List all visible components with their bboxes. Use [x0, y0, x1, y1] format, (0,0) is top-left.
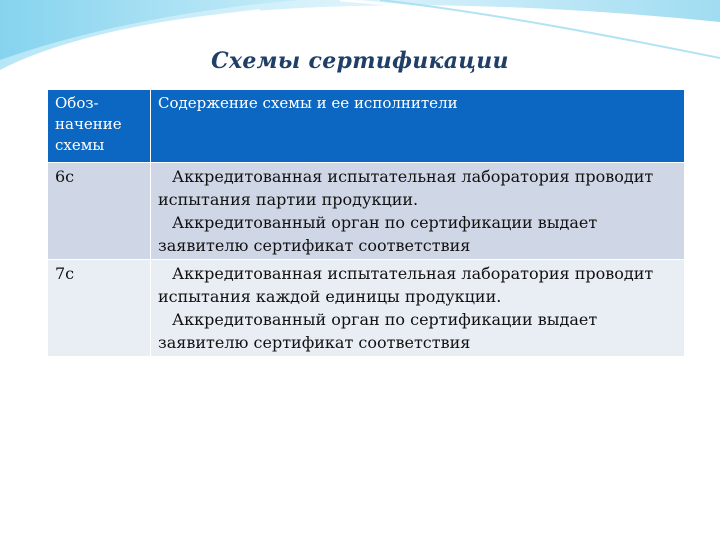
scheme-code: 6с [48, 163, 151, 260]
decorative-wave-banner [0, 0, 720, 90]
scheme-description [151, 163, 685, 260]
table-row [48, 163, 685, 260]
schemes-table [47, 89, 685, 357]
scheme-description [151, 260, 685, 357]
header-designation: Обоз-начение схемы [48, 90, 151, 163]
scheme-text-certificate: Аккредитованный орган по сертификации выдает заявителю сертификат соответствия [158, 213, 598, 255]
scheme-code: 7с [48, 260, 151, 357]
table-header-row [48, 90, 685, 163]
table-row [48, 260, 685, 357]
slide-title: Схемы сертификации [211, 48, 509, 74]
scheme-text-testing: Аккредитованная испытательная лаборатория проводит испытания каждой единицы продукции. [158, 264, 654, 306]
scheme-text-certificate: Аккредитованный орган по сертификации выдает заявителю сертификат соответствия [158, 310, 598, 352]
scheme-text-testing: Аккредитованная испытательная лаборатория проводит испытания партии продукции. [158, 167, 654, 209]
header-content: Содержение схемы и ее исполнители [151, 90, 685, 163]
